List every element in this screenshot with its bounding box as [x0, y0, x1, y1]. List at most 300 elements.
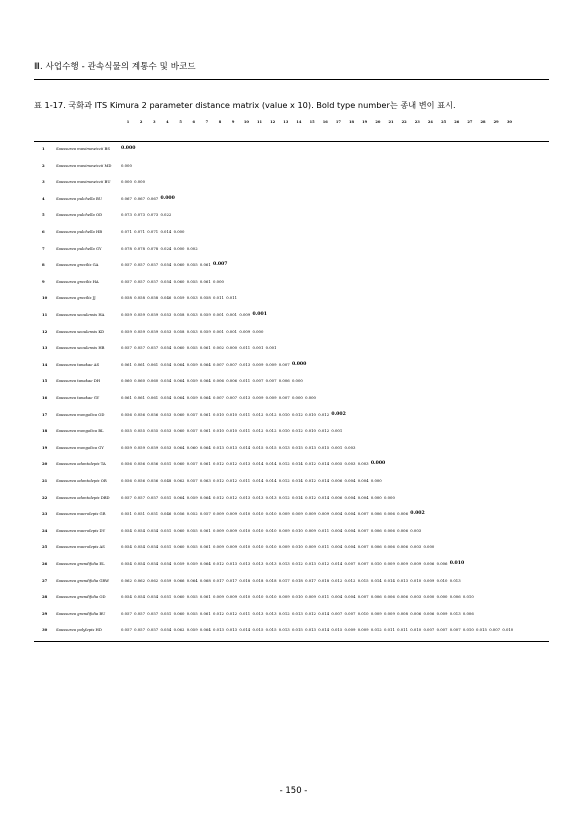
distance-value: 0.063 [199, 478, 211, 483]
distance-value: 0.053 [160, 312, 172, 317]
distance-value: 0.015 [318, 444, 330, 450]
distance-value: 0.055 [186, 345, 198, 351]
distance-value: 0.006 [423, 610, 435, 616]
distance-value: 0.012 [213, 461, 224, 467]
locality-code: HA [92, 278, 99, 284]
column-header: 16 [322, 120, 328, 124]
distance-value: 0.054 [121, 527, 132, 533]
intraspecific-value: 0.000 [291, 361, 307, 367]
distance-value: 0.001 [213, 328, 224, 334]
distance-value: 0.059 [121, 312, 132, 317]
distance-value: 0.010 [502, 627, 514, 633]
row-number: 23 [42, 511, 48, 517]
column-header: 20 [375, 120, 381, 124]
row-number: 9 [42, 278, 45, 284]
row-number: 29 [42, 610, 48, 616]
distance-value: 0.014 [239, 627, 251, 633]
distance-value: 0.007 [489, 627, 501, 633]
distance-value: 0.057 [186, 428, 198, 434]
distance-value: 0.061 [199, 262, 211, 268]
taxon-name [56, 428, 104, 433]
row-number: 13 [42, 345, 48, 351]
distance-value: 0.022 [160, 212, 172, 218]
distance-value: 0.012 [226, 494, 238, 500]
taxon-name [56, 295, 96, 300]
distance-value: 0.061 [147, 361, 159, 367]
distance-value: 0.073 [121, 212, 132, 218]
row-number: 18 [42, 428, 48, 434]
distance-value: 0.054 [134, 544, 146, 550]
distance-value: 0.056 [134, 411, 146, 417]
distance-value: 0.059 [147, 312, 159, 317]
distance-value: 0.054 [121, 544, 132, 550]
distance-value: 0.009 [384, 561, 395, 566]
intraspecific-value: 0.001 [252, 312, 267, 317]
distance-value: 0.015 [331, 627, 343, 633]
distance-value: 0.061 [199, 461, 211, 467]
column-header: 1 [126, 120, 130, 124]
distance-value: 0.064 [173, 444, 185, 450]
distance-value: 0.009 [357, 627, 369, 633]
distance-value: 0.007 [331, 610, 343, 616]
distance-value: 0.012 [305, 494, 316, 500]
distance-value: 0.060 [121, 378, 132, 384]
species-name: Saussurea mongolica [56, 411, 99, 417]
column-header: 6 [192, 120, 196, 124]
column-header: 7 [205, 120, 209, 124]
distance-value: 0.006 [397, 594, 409, 600]
intraspecific-value: 0.010 [449, 561, 465, 566]
column-header: 3 [153, 120, 156, 124]
row-number: 17 [42, 411, 48, 417]
distance-value: 0.004 [344, 511, 356, 517]
distance-value: 0.009 [278, 594, 290, 600]
taxon-name [56, 163, 111, 168]
distance-value: 0.007 [278, 395, 290, 400]
distance-value: 0.007 [436, 627, 448, 633]
distance-value: 0.012 [318, 411, 330, 417]
distance-value: 0.013 [239, 494, 251, 500]
distance-value: 0.007 [344, 610, 356, 616]
species-name: Saussurea pulchella [56, 195, 96, 201]
distance-value: 0.006 [384, 527, 395, 533]
distance-value: 0.006 [397, 527, 409, 533]
distance-value: 0.009 [226, 527, 238, 533]
distance-value: 0.015 [291, 627, 303, 633]
distance-value: 0.013 [397, 577, 409, 583]
distance-value: 0.009 [226, 594, 238, 600]
locality-code: BL [98, 428, 104, 434]
distance-value: 0.073 [147, 212, 159, 218]
distance-value: 0.014 [239, 444, 251, 450]
distance-value: 0.058 [173, 312, 185, 317]
distance-value: 0.000 [173, 229, 185, 234]
distance-value: 0.010 [239, 594, 251, 600]
distance-value: 0.073 [134, 212, 146, 218]
species-name: Saussurea grandifolia [56, 561, 100, 566]
distance-value: 0.014 [291, 461, 303, 467]
distance-value: 0.051 [160, 461, 172, 467]
distance-value: 0.060 [173, 262, 185, 268]
distance-value: 0.006 [462, 610, 474, 616]
distance-value: 0.061 [199, 527, 211, 533]
distance-value: 0.012 [226, 478, 238, 483]
distance-value: 0.061 [134, 361, 146, 367]
distance-value: 0.059 [147, 444, 159, 450]
locality-code: HD [95, 627, 102, 633]
distance-value: 0.012 [226, 610, 238, 616]
distance-value: 0.046 [160, 511, 172, 517]
species-name: Saussurea mongolica [56, 428, 99, 434]
distance-value: 0.053 [186, 328, 198, 334]
species-name: Saussurea grandifolia [56, 594, 100, 600]
locality-code: BU [96, 195, 102, 201]
distance-value: 0.056 [147, 461, 159, 467]
taxon-name [56, 279, 99, 284]
distance-value: 0.010 [370, 561, 382, 566]
locality-code: BU [104, 179, 111, 185]
distance-value: 0.057 [121, 262, 132, 268]
distance-value: 0.007 [278, 361, 290, 367]
distance-value: 0.013 [239, 461, 251, 467]
distance-value: 0.010 [291, 594, 303, 600]
row-number: 25 [42, 544, 48, 550]
distance-value: 0.054 [134, 561, 146, 566]
distance-value: 0.011 [318, 544, 330, 550]
distance-value: 0.058 [199, 295, 211, 301]
row-number: 7 [42, 245, 45, 251]
column-header: 4 [166, 120, 169, 124]
distance-value: 0.051 [160, 544, 172, 550]
intraspecific-value: 0.007 [213, 262, 228, 268]
distance-value: 0.062 [134, 577, 146, 583]
distance-value: 0.064 [199, 444, 211, 450]
table-caption: 표 1-17. 국화과 ITS Kimura 2 parameter distance matrix (value x 10). Bold type number는 종내 변이 표시. [34, 100, 456, 110]
species-name: Saussurea tanakae [56, 378, 94, 384]
distance-value: 0.059 [160, 577, 172, 583]
distance-value: 0.064 [199, 378, 211, 384]
distance-value: 0.007 [344, 561, 356, 566]
column-header: 17 [335, 120, 341, 124]
taxon-name [56, 461, 106, 466]
distance-value: 0.051 [121, 511, 132, 517]
species-name: Saussurea gracilis [56, 278, 93, 284]
distance-value: 0.012 [305, 478, 316, 483]
locality-code: DY [99, 527, 106, 533]
distance-value: 0.014 [370, 577, 382, 583]
distance-value: 0.009 [213, 511, 224, 517]
distance-value: 0.017 [278, 577, 290, 583]
distance-value: 0.057 [121, 494, 132, 500]
row-number: 2 [42, 162, 45, 168]
distance-value: 0.057 [147, 610, 159, 616]
distance-value: 0.057 [121, 627, 132, 633]
distance-value: 0.059 [186, 561, 198, 566]
distance-value: 0.004 [357, 478, 369, 483]
taxon-name [56, 146, 110, 151]
distance-value: 0.007 [226, 395, 238, 400]
distance-value: 0.051 [160, 610, 172, 616]
row-number: 12 [42, 328, 48, 334]
distance-value: 0.000 [134, 179, 146, 185]
distance-value: 0.058 [173, 328, 185, 334]
distance-value: 0.013 [252, 610, 264, 616]
species-name: Saussurea seoulensis [56, 312, 99, 317]
row-number: 28 [42, 594, 48, 600]
distance-value: 0.064 [173, 361, 185, 367]
distance-value: 0.009 [305, 527, 316, 533]
taxon-name [56, 196, 102, 201]
distance-value: 0.057 [147, 278, 159, 284]
distance-value: 0.054 [160, 561, 172, 566]
distance-value: 0.004 [331, 527, 343, 533]
intraspecific-value: 0.002 [331, 411, 346, 417]
distance-value: 0.057 [121, 278, 132, 284]
distance-value: 0.057 [186, 461, 198, 467]
distance-value: 0.059 [199, 328, 211, 334]
taxon-name [56, 345, 104, 350]
distance-value: 0.007 [357, 544, 369, 550]
distance-value: 0.001 [226, 312, 238, 317]
distance-value: 0.015 [476, 627, 487, 633]
column-header: 14 [296, 120, 302, 124]
distance-value: 0.006 [370, 511, 382, 517]
running-header: Ⅲ. 사업수행 - 관속식물의 계통수 및 바코드 [34, 62, 196, 72]
distance-value: 0.009 [213, 594, 224, 600]
distance-value: 0.006 [423, 561, 435, 566]
distance-value: 0.018 [318, 577, 330, 583]
distance-value: 0.006 [384, 594, 395, 600]
distance-value: 0.012 [278, 478, 290, 483]
distance-value: 0.005 [331, 461, 343, 467]
column-header: 27 [467, 120, 473, 124]
distance-value: 0.060 [173, 527, 185, 533]
locality-code: OD [96, 212, 103, 218]
distance-value: 0.010 [213, 411, 224, 417]
distance-value: 0.010 [436, 577, 448, 583]
distance-value: 0.010 [265, 544, 277, 550]
distance-value: 0.054 [160, 278, 172, 284]
taxon-name [56, 395, 99, 400]
distance-value: 0.018 [291, 577, 303, 583]
distance-value: 0.012 [213, 494, 224, 500]
distance-value: 0.054 [147, 544, 159, 550]
distance-value: 0.009 [252, 395, 264, 400]
column-header: 19 [362, 120, 368, 124]
distance-value: 0.051 [147, 511, 159, 517]
distance-value: 0.011 [239, 411, 251, 417]
distance-value: 0.010 [239, 544, 251, 550]
distance-value: 0.012 [291, 561, 303, 566]
distance-value: 0.058 [134, 295, 146, 301]
distance-value: 0.060 [186, 444, 198, 450]
distance-value: 0.010 [462, 594, 474, 600]
distance-value: 0.011 [239, 378, 251, 384]
distance-value: 0.007 [252, 378, 264, 384]
distance-value: 0.007 [357, 527, 369, 533]
distance-value: 0.014 [265, 478, 277, 483]
species-name: Saussurea polylepis [56, 627, 96, 633]
distance-value: 0.013 [449, 610, 461, 616]
distance-value: 0.071 [147, 229, 159, 234]
distance-value: 0.000 [213, 278, 224, 284]
distance-value: 0.055 [147, 428, 159, 434]
distance-value: 0.009 [239, 312, 251, 317]
distance-value: 0.055 [186, 278, 198, 284]
species-name: Saussurea pulchella [56, 212, 96, 218]
distance-value: 0.059 [134, 328, 146, 334]
species-name: Saussurea maximowiczii [56, 179, 105, 185]
distance-value: 0.054 [147, 561, 159, 566]
locality-code: GY [93, 395, 100, 400]
locality-code: GR [99, 511, 106, 517]
distance-value: 0.057 [199, 511, 211, 517]
distance-value: 0.012 [213, 561, 224, 566]
distance-value: 0.006 [370, 544, 382, 550]
distance-value: 0.057 [121, 345, 132, 351]
distance-value: 0.060 [173, 345, 185, 351]
distance-value: 0.061 [199, 278, 211, 284]
distance-value: 0.011 [318, 527, 330, 533]
distance-value: 0.007 [226, 361, 238, 367]
distance-value: 0.011 [239, 345, 251, 351]
distance-value: 0.013 [278, 627, 290, 633]
distance-value: 0.009 [226, 544, 238, 550]
distance-value: 0.006 [213, 378, 224, 384]
column-header: 9 [231, 120, 235, 124]
distance-value: 0.061 [121, 361, 132, 367]
distance-value: 0.014 [318, 478, 330, 483]
distance-value: 0.013 [291, 610, 303, 616]
column-header: 11 [256, 120, 263, 124]
distance-value: 0.006 [226, 378, 238, 384]
distance-value: 0.003 [410, 544, 422, 550]
distance-value: 0.010 [357, 610, 369, 616]
distance-value: 0.078 [121, 245, 132, 251]
taxon-name [56, 312, 104, 317]
species-name: Saussurea maximowiczii [56, 162, 105, 168]
row-number: 14 [42, 361, 48, 367]
row-number: 19 [42, 444, 48, 450]
distance-value: 0.059 [186, 378, 198, 384]
distance-value: 0.057 [134, 627, 146, 633]
distance-value: 0.003 [410, 527, 422, 533]
row-number: 24 [42, 527, 48, 533]
distance-value: 0.057 [134, 278, 146, 284]
distance-value: 0.007 [213, 395, 224, 400]
distance-value: 0.006 [397, 511, 409, 517]
distance-value: 0.006 [384, 544, 395, 550]
row-number: 15 [42, 378, 48, 384]
distance-value: 0.014 [252, 461, 264, 467]
distance-value: 0.053 [160, 428, 172, 434]
distance-value: 0.012 [278, 461, 290, 467]
distance-value: 0.064 [199, 494, 211, 500]
species-name: Saussurea maximowiczii [56, 146, 105, 151]
distance-value: 0.061 [134, 395, 146, 400]
column-header: 24 [427, 120, 433, 124]
species-name: Saussurea gracilis [56, 295, 93, 301]
column-header: 8 [218, 120, 222, 124]
distance-value: 0.001 [331, 444, 343, 450]
distance-value: 0.000 [423, 544, 435, 550]
species-name: Saussurea tanakae [56, 395, 94, 400]
row-number: 20 [42, 461, 48, 467]
distance-value: 0.007 [265, 378, 277, 384]
distance-value: 0.010 [265, 594, 277, 600]
distance-value: 0.004 [344, 594, 356, 600]
distance-value: 0.055 [134, 428, 146, 434]
distance-value: 0.017 [213, 577, 224, 583]
page-number: - 150 - [279, 786, 308, 796]
species-name: Saussurea pulchella [56, 245, 96, 251]
distance-value: 0.014 [265, 461, 277, 467]
distance-value: 0.015 [265, 627, 277, 633]
distance-value: 0.058 [121, 295, 132, 301]
distance-value: 0.010 [265, 511, 277, 517]
distance-value: 0.062 [173, 478, 185, 483]
distance-value: 0.053 [160, 411, 172, 417]
distance-value: 0.009 [305, 594, 316, 600]
distance-value: 0.009 [410, 561, 422, 566]
distance-value: 0.064 [199, 627, 211, 633]
distance-value: 0.060 [173, 278, 185, 284]
distance-value: 0.012 [305, 610, 316, 616]
distance-value: 0.004 [331, 511, 343, 517]
distance-value: 0.056 [134, 478, 146, 483]
distance-value: 0.058 [147, 295, 159, 301]
distance-value: 0.056 [173, 511, 185, 517]
taxon-name [56, 578, 109, 583]
species-name: Saussurea odontolepis [56, 461, 101, 467]
distance-value: 0.003 [344, 444, 356, 450]
species-name: Saussurea odontolepis [56, 478, 101, 483]
distance-value: 0.053 [186, 295, 198, 301]
species-name: Saussurea mongolica [56, 444, 99, 450]
distance-value: 0.007 [357, 511, 369, 517]
taxon-name [56, 544, 105, 549]
species-name: Saussurea macrolepis [56, 511, 100, 517]
distance-value: 0.013 [252, 494, 264, 500]
distance-value: 0.013 [252, 561, 264, 566]
table-bottom-rule [34, 641, 549, 642]
species-name: Saussurea macrolepis [56, 527, 100, 533]
distance-value: 0.003 [410, 594, 422, 600]
distance-value: 0.006 [331, 494, 343, 500]
row-number: 10 [42, 295, 48, 301]
distance-value: 0.017 [226, 577, 238, 583]
locality-code: GY [96, 245, 102, 251]
distance-value: 0.006 [449, 594, 461, 600]
distance-value: 0.064 [186, 577, 198, 583]
distance-value: 0.010 [410, 627, 422, 633]
distance-value: 0.057 [147, 627, 159, 633]
row-number: 5 [42, 212, 45, 218]
distance-value: 0.012 [318, 428, 330, 434]
column-header: 26 [454, 120, 460, 124]
distance-value: 0.057 [147, 262, 159, 268]
distance-value: 0.054 [147, 527, 159, 533]
taxon-name [56, 478, 107, 483]
distance-value: 0.052 [186, 511, 198, 517]
locality-code: HB [98, 345, 105, 351]
distance-value: 0.013 [305, 444, 316, 450]
column-header: 22 [401, 120, 407, 124]
distance-value: 0.059 [186, 361, 198, 367]
distance-value: 0.059 [147, 328, 159, 334]
locality-code: GA [92, 262, 99, 268]
distance-value: 0.013 [278, 444, 290, 450]
